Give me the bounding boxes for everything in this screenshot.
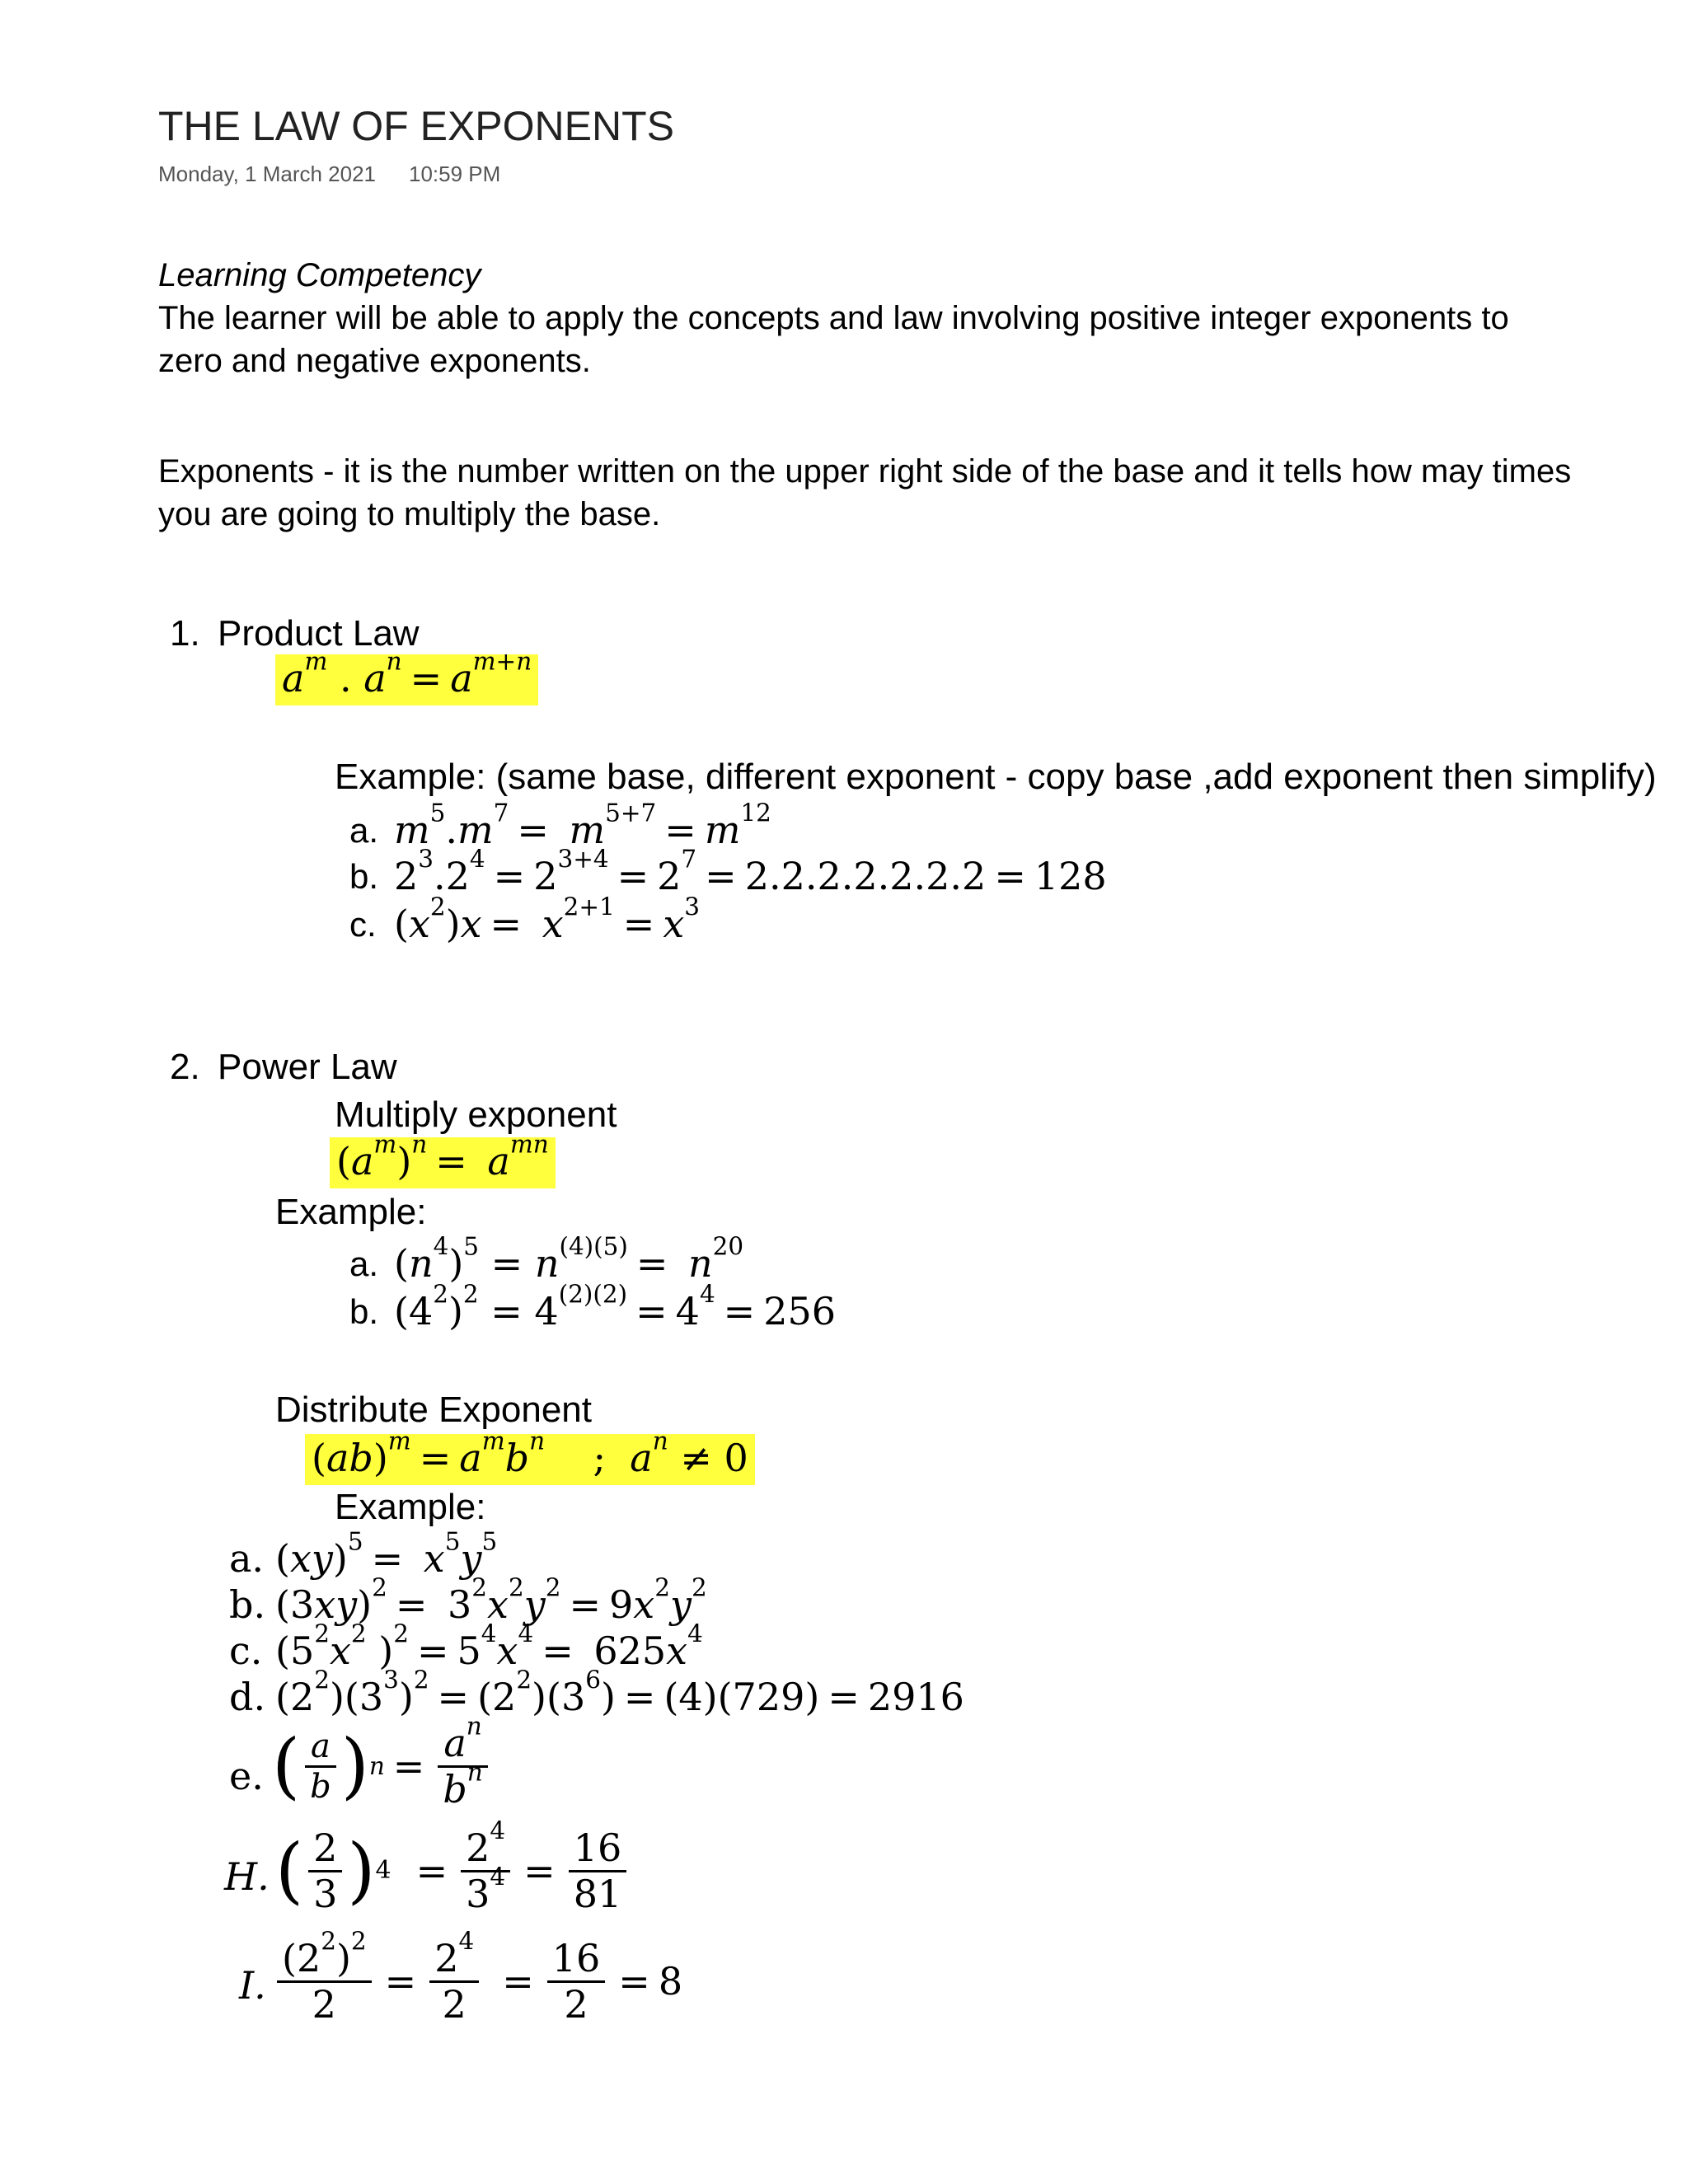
distribute-formula: $(ab)^m = a^mb^n$ ; $a^n \ne 0$ bbox=[305, 1434, 755, 1485]
multiply-exponent-heading: Multiply exponent bbox=[335, 1094, 617, 1135]
distribute-example-b-label: b. bbox=[229, 1582, 266, 1627]
page-title: THE LAW OF EXPONENTS bbox=[158, 103, 675, 149]
competency-heading: Learning Competency bbox=[158, 257, 481, 293]
distribute-example-i-label: I. bbox=[239, 1963, 266, 2008]
power-law-example-heading: Example: bbox=[275, 1192, 427, 1232]
product-law-example-heading: Example: (same base, different exponent - copy base ,add exponent then simplify) bbox=[335, 757, 1657, 797]
power-example-a: $(n^4)^5 = n^{(4)(5)} = n^{20}$ bbox=[394, 1232, 744, 1286]
distribute-example-b: $(3xy)^2 = 3^2x^2y^2 = 9x^2y^2$ bbox=[275, 1573, 707, 1627]
product-example-a-label: a. bbox=[349, 811, 379, 850]
page-time: 10:59 PM bbox=[409, 162, 501, 186]
distribute-example-c: ($5^2x^2$ )$^2 = 5^4x^4 = 625x^4$ bbox=[275, 1619, 703, 1673]
product-law-title: Product Law bbox=[218, 613, 420, 654]
power-law-formula: $(a^m)^n = a^{mn}$ bbox=[330, 1137, 556, 1188]
power-example-b-label: b. bbox=[349, 1292, 379, 1331]
distribute-example-e-label: e. bbox=[229, 1754, 264, 1798]
power-example-a-label: a. bbox=[349, 1244, 379, 1283]
distribute-example-i: $\frac{(2^2)^2}{2}$ = $\frac{2^4}{2}$ = $\frac{16}{2}$ = 8 bbox=[272, 1932, 682, 2031]
page-date: Monday, 1 March 2021 bbox=[158, 162, 376, 186]
distribute-example-a: $(xy)^5 = x^5y^5$ bbox=[275, 1527, 498, 1581]
definition-line-2: you are going to multiply the base. bbox=[158, 496, 661, 532]
competency-line-1: The learner will be able to apply the concepts and law involving positive integer exponents to bbox=[158, 300, 1509, 336]
product-example-b: $2^3.2^4 = 2^{3+4} = 2^7 = 2.2.2.2.2.2.2 = 128$ bbox=[394, 845, 1107, 898]
power-law-title: Power Law bbox=[218, 1047, 397, 1087]
distribute-example-c-label: c. bbox=[229, 1629, 263, 1673]
product-law-formula: $a^m$ . $a^n = a^{m+n}$ bbox=[275, 654, 538, 705]
distribute-example-e: ( $\frac{a}{b}$ ) n = $\frac{a^n}{b^n}$ bbox=[272, 1721, 493, 1811]
power-law-number: 2. bbox=[170, 1047, 200, 1087]
distribute-example-a-label: a. bbox=[229, 1536, 265, 1581]
distribute-example-d-label: d. bbox=[229, 1675, 266, 1719]
distribute-example-h: ( $\frac{2}{3}$ ) 4 = $\frac{2^4}{3^4}$ = $\frac{16}{81}$ bbox=[275, 1821, 631, 1920]
product-law-number: 1. bbox=[170, 613, 200, 654]
competency-line-2: zero and negative exponents. bbox=[158, 343, 591, 379]
power-example-b: $(4^2)^2 = 4^{(2)(2)} = 4^4 = 256$ bbox=[394, 1280, 837, 1333]
product-example-a: $m^5.m^7 = m^{5+7} = m^{12}$ bbox=[394, 799, 771, 852]
product-example-c-label: c. bbox=[349, 905, 377, 944]
definition-line-1: Exponents - it is the number written on the upper right side of the base and it tells how may times bbox=[158, 453, 1572, 490]
distribute-example-heading: Example: bbox=[335, 1487, 486, 1527]
distribute-example-h-label: H. bbox=[224, 1854, 270, 1899]
product-example-b-label: b. bbox=[349, 857, 379, 896]
distribute-title: Distribute Exponent bbox=[275, 1390, 592, 1430]
product-example-c: $(x^2)x = x^{2+1} = x^3$ bbox=[394, 893, 701, 946]
distribute-example-d: $(2^2)(3^3)^2 = (2^2)(3^6) = (4)(729) = 2916$ bbox=[275, 1666, 964, 1719]
